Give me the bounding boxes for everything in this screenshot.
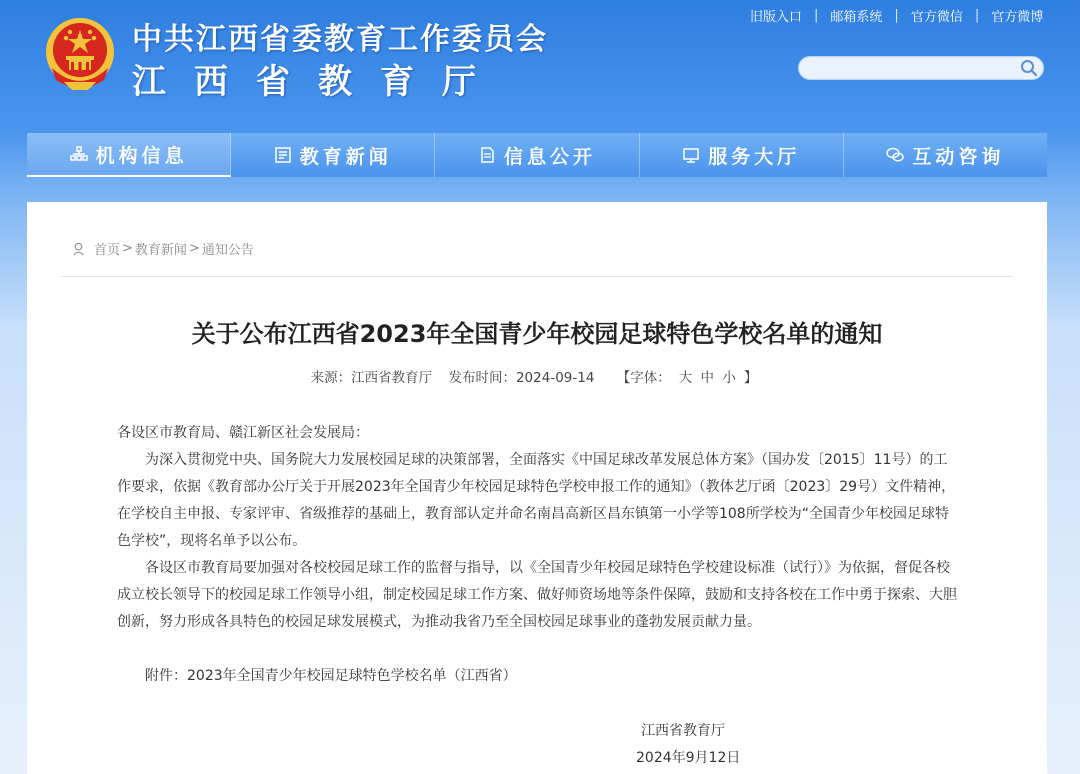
breadcrumb: [71, 239, 254, 258]
font-size-large[interactable]: 大: [678, 370, 693, 386]
nav-item-information-disclosure[interactable]: [435, 133, 639, 177]
article-body: [117, 420, 959, 636]
article-source: 来源：江西省教育厅: [310, 370, 433, 386]
breadcrumb-separator: >: [188, 241, 200, 256]
nav-item-interactive-consultation[interactable]: [844, 133, 1047, 177]
mail-system-link[interactable]: 邮箱系统: [830, 10, 883, 25]
article-meta: [27, 366, 1047, 386]
font-size-small[interactable]: 小: [722, 370, 736, 386]
link-separator: |: [974, 8, 980, 23]
article-title: 关于公布江西省2023年全国青少年校园足球特色学校名单的通知: [191, 320, 883, 348]
divider: [61, 276, 1013, 277]
content-panel: [27, 202, 1047, 774]
old-version-link[interactable]: 旧版入口: [750, 10, 803, 25]
breadcrumb-section[interactable]: 教育新闻: [134, 243, 187, 258]
search-icon[interactable]: [1019, 58, 1039, 78]
link-separator: |: [894, 8, 899, 23]
article-paragraph: 各设区市教育局要加强对各校校园足球工作的监督与指导，以《全国青少年校园足球特色学校建设标准（试行）》为依据，督促各校成立校长领导下的校园足球工作领导小组，制定校园足球工作方案、做好师资场地等条件保障，鼓励和支持各校在工作中勇于探索、大胆创新，努力形成各具特色的校园足球发展模式，为推动我省乃至全国校园足球事业的蓬勃发展贡献力量。: [117, 560, 957, 630]
search-box: [798, 56, 1044, 80]
main-nav: [27, 133, 1047, 177]
font-size-label-open: 【字体：: [616, 370, 671, 386]
search-input[interactable]: [799, 57, 1009, 79]
nav-item-label: 互动咨询: [912, 145, 1005, 168]
org-chart-icon: [70, 145, 88, 163]
nav-item-label: 机构信息: [95, 144, 188, 167]
nav-item-service-hall[interactable]: [640, 133, 844, 177]
article-attachment[interactable]: 附件：2023年全国青少年校园足球特色学校名单（江西省）: [145, 668, 517, 684]
national-emblem-icon: [42, 16, 118, 92]
nav-item-education-news[interactable]: [231, 133, 435, 177]
nav-item-label: 教育新闻: [299, 145, 392, 168]
nav-item-label: 信息公开: [504, 145, 597, 168]
article-publish-time: 发布时间：2024-09-14: [448, 370, 595, 386]
document-icon: [478, 146, 496, 164]
font-size-medium[interactable]: 中: [700, 370, 715, 386]
breadcrumb-separator: >: [122, 241, 133, 256]
article-salutation: 各设区市教育局、赣江新区社会发展局：: [117, 425, 369, 441]
chat-icon: [886, 146, 904, 164]
article-date: 2024年9月12日: [636, 750, 741, 766]
breadcrumb-home[interactable]: 首页: [94, 243, 121, 258]
official-weibo-link[interactable]: 官方微博: [991, 10, 1044, 25]
font-size-label-close: 】: [743, 370, 758, 386]
location-pin-icon: [71, 241, 86, 256]
site-title-party-committee: 中共江西省委教育工作委员会: [132, 22, 548, 57]
breadcrumb-current[interactable]: 通知公告: [201, 243, 254, 258]
font-size-control: [611, 370, 764, 386]
article-signer: 江西省教育厅: [641, 723, 725, 739]
monitor-icon: [682, 146, 700, 164]
nav-item-organization[interactable]: [27, 133, 231, 177]
official-wechat-link[interactable]: 官方微信: [910, 10, 963, 25]
top-links: [742, 6, 1051, 25]
link-separator: |: [814, 8, 819, 23]
article-paragraph: 为深入贯彻党中央、国务院大力发展校园足球的决策部署，全面落实《中国足球改革发展总体方案》（国办发〔2015〕11号）的工作要求，依据《教育部办公厅关于开展2023年全国青少年校园足球特色学校申报工作的通知》（教体艺厅函〔2023〕29号）文件精神，在学校自主申报、专家评审、省级推荐的基础上，教育部认定并命名南昌高新区昌东镇第一小学等108所学校为“全国青少年校园足球特色学校”，现将名单予以公布。: [117, 452, 956, 549]
news-icon: [274, 146, 292, 164]
site-title-department: 江西省教育厅: [132, 62, 504, 102]
nav-item-label: 服务大厅: [708, 145, 801, 168]
